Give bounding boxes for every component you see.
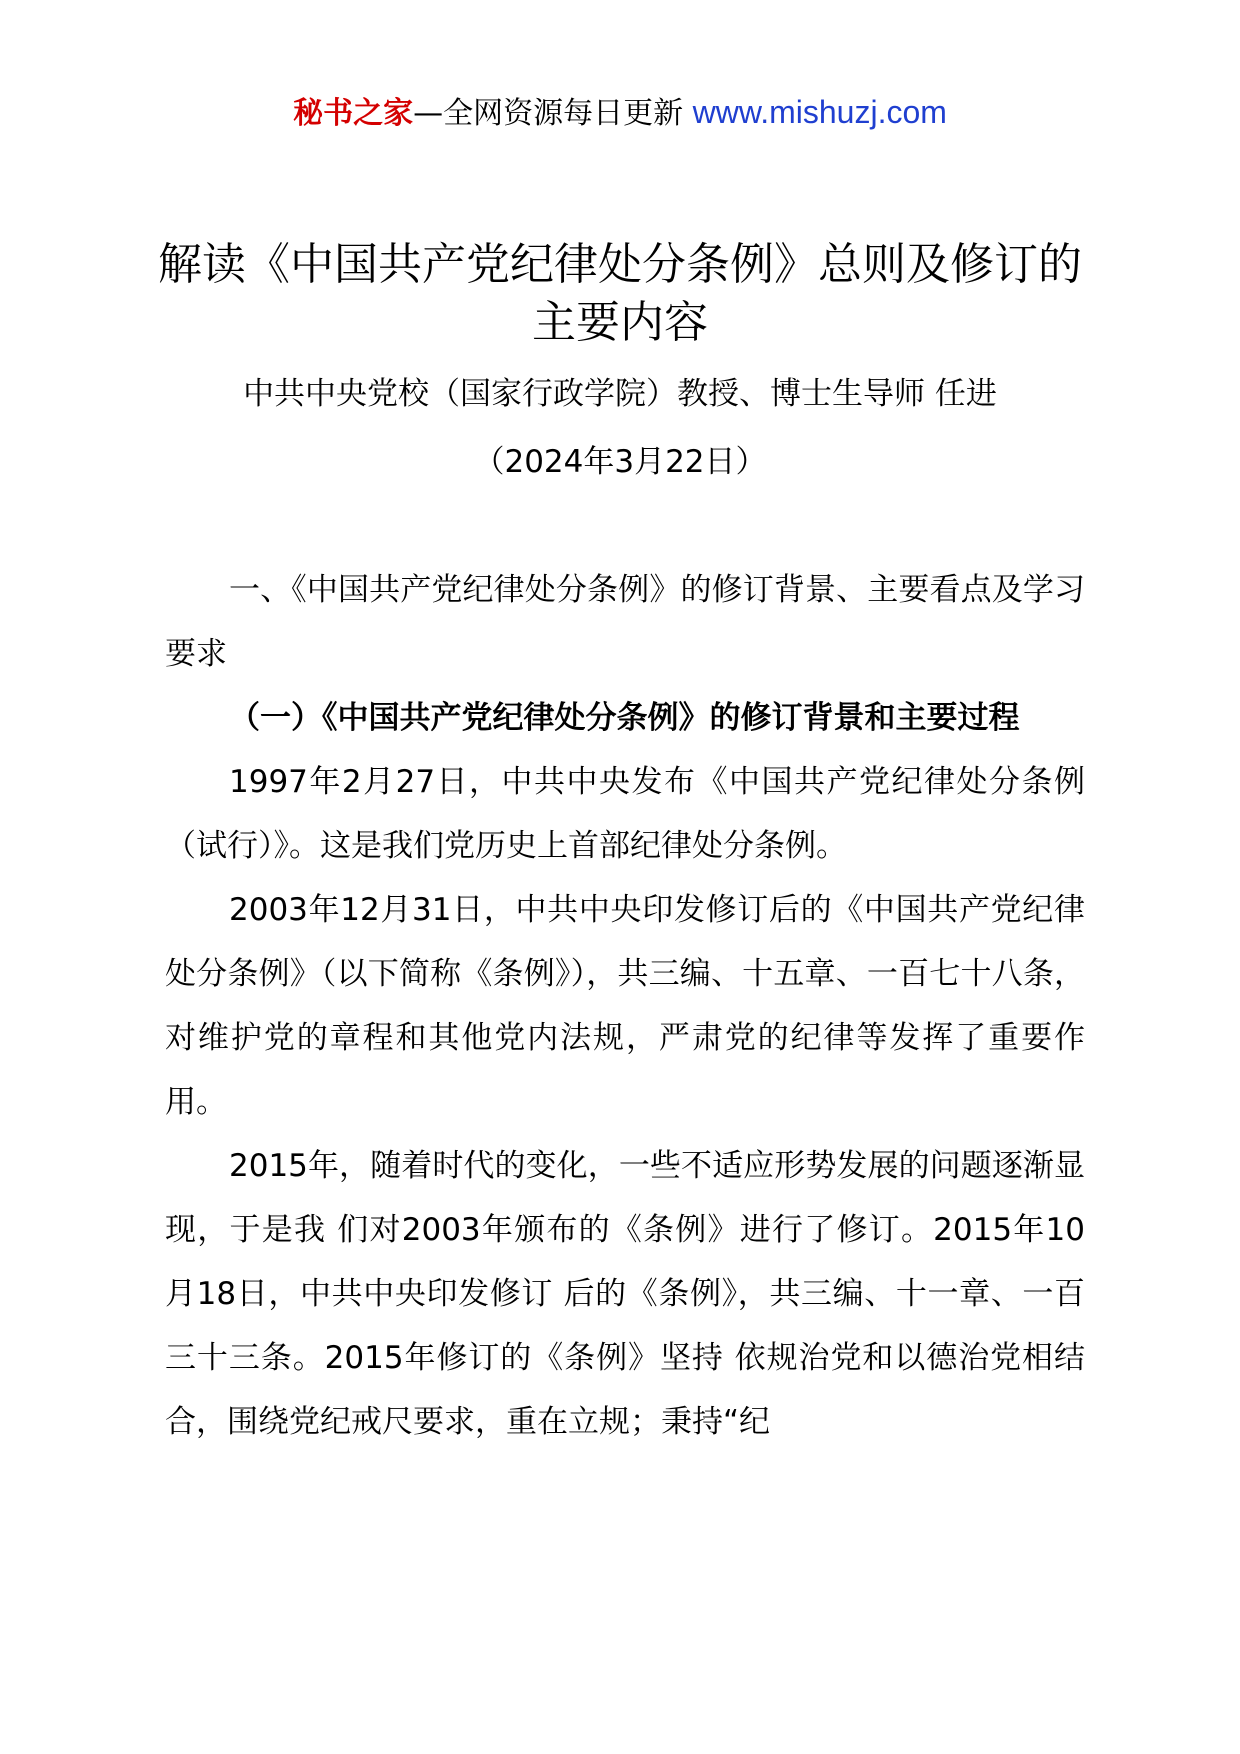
section-heading: 一、《中国共产党纪律处分条例》的修订背景、主要看点及学习要求 [165,572,1085,672]
site-header [0,92,1240,134]
document-date: （2024年3月22日） [473,444,767,480]
body-paragraph: 2003年12月31日，中共中央印发修订后的《中国共产党纪律处分条例》（以下简称《条例》），共三编、十五章、一百七十八条，对维护党的章程和其他党内法规，严肃党的纪律等发挥了重要作用。 [165,892,1085,1120]
subsection-heading: （一）《中国共产党纪律处分条例》的修订背景和主要过程 [229,700,1020,736]
body-paragraph: 2015年，随着时代的变化，一些不适应形势发展的问题逐渐显现，于是我 们对2003年颁布的《条例》进行了修订。2015年10月18日，中共中央印发修订 后的《条例》，共三编、十一章、一百三十三条。2015年修订的《条例》坚持 依规治党和以德治党相结合，围绕党纪戒尺要求，重在立规；秉持“纪 [165,1148,1085,1440]
site-url-link[interactable]: www.mishuzj.com [692,94,947,130]
document-author: 中共中央党校（国家行政学院）教授、博士生导师 任进 [243,376,997,412]
header-tagline: —全网资源每日更新 [413,96,684,131]
body-paragraph: 1997年2月27日，中共中央发布《中国共产党纪律处分条例（试行）》。这是我们党历史上首部纪律处分条例。 [165,764,1085,864]
document-body [165,558,1085,1454]
brand-name: 秘书之家 [293,96,414,131]
document-title: 解读《中国共产党纪律处分条例》总则及修订的主要内容 [158,239,1082,348]
